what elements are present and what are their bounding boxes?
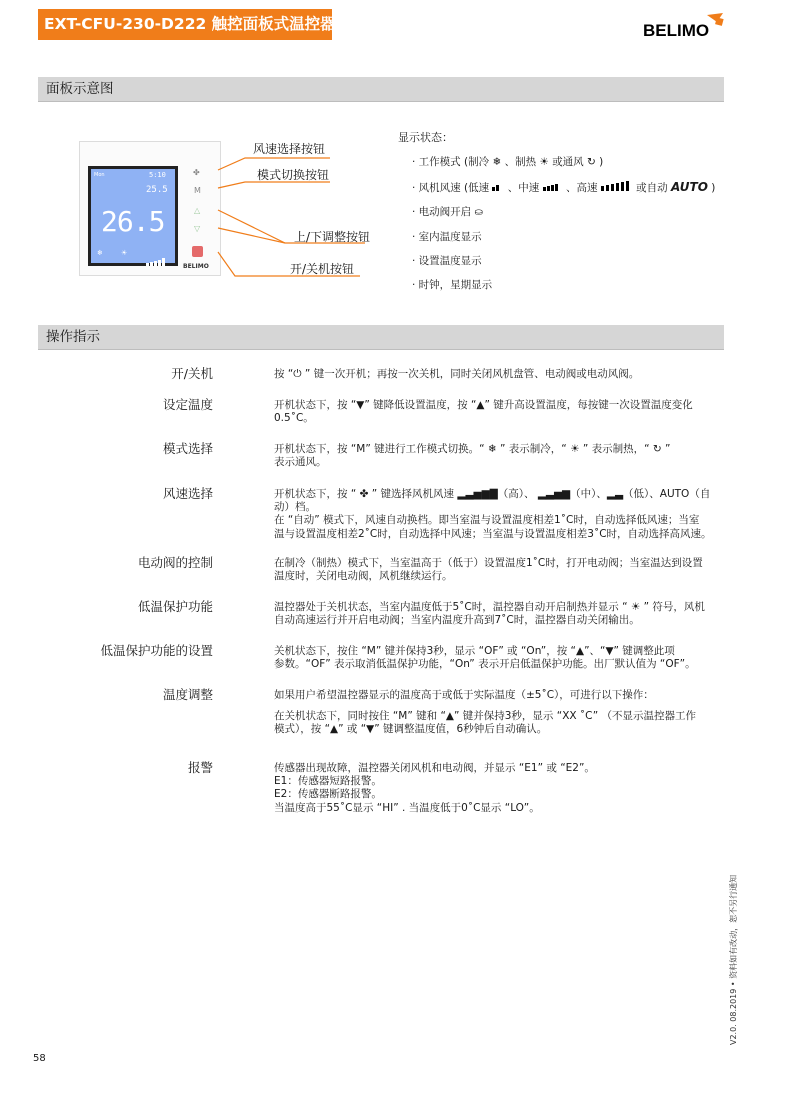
- page-title: EXT-CFU-230-D222 触控面板式温控器: [44, 15, 336, 33]
- display-item-mode: · 工作模式 (制冷 ❄ 、制热 ☀ 或通风 ↻ ): [412, 156, 604, 168]
- display-item-clock: · 时钟，星期显示: [412, 279, 493, 291]
- display-title: 显示状态：: [398, 131, 453, 144]
- callout-updown: 上/下调整按钮: [294, 230, 371, 244]
- belimo-logo: [643, 11, 725, 41]
- display-item-set-temp: · 设置温度显示: [412, 255, 482, 267]
- valve-icon: ⛀: [474, 207, 483, 218]
- op-label-frost-setting: 低温保护功能的设置: [100, 643, 213, 658]
- fan-low-icon: [492, 183, 504, 191]
- display-item-room-temp: · 室内温度显示: [412, 231, 482, 243]
- page-number: 58: [33, 1053, 46, 1064]
- section-header-operations: [38, 325, 724, 350]
- op-label-alarm: 报警: [187, 760, 213, 775]
- device-logo: BELIMO: [183, 263, 209, 270]
- fan-button[interactable]: ✤: [193, 168, 200, 177]
- callout-fan-speed: 风速选择按钮: [253, 142, 326, 156]
- op-label-fan: 风速选择: [162, 486, 213, 501]
- display-item-fan: · 风机风速 (低速 、中速 、高速 或自动 AUTO ): [412, 180, 716, 194]
- down-button[interactable]: ▽: [194, 224, 201, 233]
- op-label-valve: 电动阀的控制: [137, 555, 213, 570]
- fan-speed-icon: [146, 251, 168, 257]
- lcd-set-temp: 25.5: [146, 185, 168, 195]
- title-bar: [38, 9, 336, 40]
- op-label-frost: 低温保护功能: [137, 599, 213, 614]
- op-text-alarm: 传感器出现故障，温控器关闭风机和电动阀，并显示 “E1” 或 “E2”。 E1：传感器短路报警。 E2：传感器断路报警。 当温度高于55˚C显示 “HI” . 当温度低于0˚C显示 “LO”。: [274, 762, 595, 814]
- callout-mode: 模式切换按钮: [257, 168, 330, 182]
- op-text-temp-adjust: 如果用户希望温控器显示的温度高于或低于实际温度（±5˚C），可进行以下操作： 在关机状态下，同时按住 “M” 键和 “▲” 键并保持3秒，显示 “XX ˚C” （不显示温控器工作 模式），按 “▲” 或 “▼” 键调整温度值，6秒钟后自动确认。: [274, 689, 696, 736]
- sun-icon: ☀: [121, 249, 128, 257]
- callout-lines: [200, 140, 370, 280]
- op-label-set-temp: 设定温度: [162, 397, 213, 412]
- op-label-power: 开/关机: [171, 366, 213, 381]
- op-label-temp-adjust: 温度调整: [162, 687, 213, 702]
- op-text-power: 按 “⏻ ” 键一次开机；再按一次关机，同时关闭风机盘管、电动阀或电动风阀。: [274, 368, 640, 380]
- op-text-frost-setting: 关机状态下，按住 “M” 键并保持3秒，显示 “OF” 或 “On”，按 “▲”、“▼” 键调整此项 参数。“OF” 表示取消低温保护功能，“On” 表示开启低温保护功能。出厂默认值为 “OF”。: [274, 645, 696, 671]
- callout-power: 开/关机按钮: [290, 262, 355, 276]
- op-text-mode: 开机状态下，按 “M” 键进行工作模式切换。“ ❄ ” 表示制冷，“ ☀ ” 表示制热，“ ↻ ” 表示通风。: [274, 443, 671, 469]
- version-note: V2.0. 08.2019 • 资料如有改动，恕不另行通知: [729, 874, 738, 1045]
- logo-text: BELIMO: [643, 21, 710, 40]
- mode-button[interactable]: M: [194, 186, 201, 195]
- fan-mid-icon: [543, 183, 563, 191]
- op-text-set-temp: 开机状态下，按 “▼” 键降低设置温度，按 “▲” 键升高设置温度，每按键一次设置温度变化 0.5˚C。: [274, 399, 693, 425]
- snowflake-icon: ❄: [489, 156, 505, 168]
- op-label-mode: 模式选择: [162, 441, 213, 456]
- display-item-valve: · 电动阀开启 ⛀: [412, 206, 483, 218]
- lcd-clock: 5:10: [149, 171, 166, 179]
- auto-label: AUTO: [671, 180, 708, 194]
- sun-icon: ☀: [536, 156, 553, 168]
- device-lcd: Mon 5:10 25.5 26.5 ❄ ☀: [88, 166, 178, 266]
- section-header-panel: [38, 77, 724, 102]
- snowflake-icon: ❄: [97, 249, 103, 257]
- version-note-container: [728, 874, 740, 1045]
- op-text-frost: 温控器处于关机状态，当室内温度低于5˚C时，温控器自动开启制热并显示 “ ☀ ” 符号，风机 自动高速运行并开启电动阀；当室内温度升高到7˚C时，温控器自动关闭输出。: [274, 601, 705, 627]
- up-button[interactable]: △: [194, 206, 201, 215]
- ventilation-icon: ↻: [583, 156, 600, 168]
- section-title: 面板示意图: [46, 81, 114, 97]
- op-text-valve: 在制冷（制热）模式下，当室温高于（低于）设置温度1˚C时，打开电动阀；当室温达到设置 温度时，关闭电动阀，风机继续运行。: [274, 557, 703, 583]
- fan-high-icon: [601, 181, 633, 191]
- op-text-fan: 开机状态下，按 “ ✤ ” 键选择风机风速 ▂▃▅▆▇（高）、 ▂▃▅▆（中）、▂▃（低）、AUTO（自 动）档。 在 “自动” 模式下，风速自动换档。即当室温与设置温度相差1˚C时，自动选择低风速；当室 温与设置温度相差2˚C时，自动选择中风速；当室温与设置温度相差3˚C时，自动选择高风速。: [274, 488, 712, 540]
- lcd-room-temp: 26.5: [101, 205, 165, 238]
- section-title: 操作指示: [46, 329, 100, 345]
